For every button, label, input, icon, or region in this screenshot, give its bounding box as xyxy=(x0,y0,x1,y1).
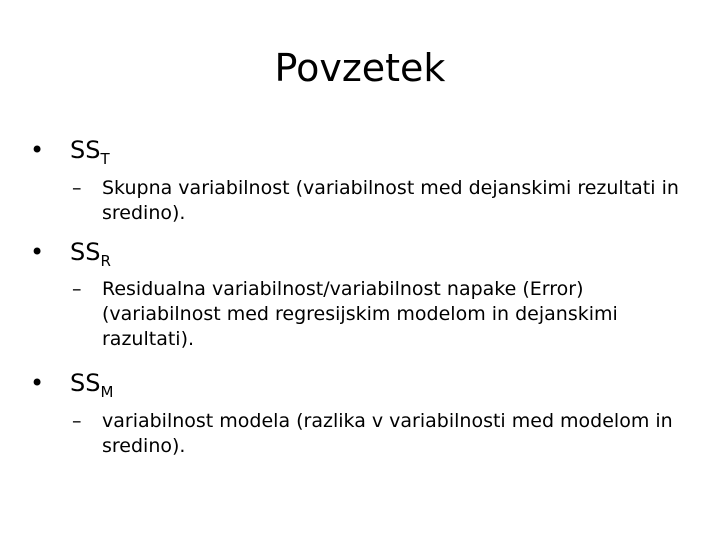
sub-item-ssm xyxy=(72,409,682,459)
slide-title: Povzetek xyxy=(274,46,446,90)
bullet-symbol: SS xyxy=(70,136,101,164)
bullet-icon: • xyxy=(30,136,45,164)
sub-item-text: variabilnost modela (razlika v variabilnosti med modelom in sredino). xyxy=(102,410,673,457)
bullet-icon: • xyxy=(30,238,45,266)
dash-icon: – xyxy=(72,278,82,300)
bullet-item-sst xyxy=(30,135,110,168)
sub-item-text: Residualna variabilnost/variabilnost napake (Error) (variabilnost med regresijskim modelom in dejanskimi razultati). xyxy=(102,278,618,350)
bullet-subscript: T xyxy=(100,150,110,168)
sub-item-ssr xyxy=(72,277,682,352)
dash-icon: – xyxy=(72,410,82,432)
bullet-subscript: R xyxy=(100,252,111,270)
dash-icon: – xyxy=(72,177,82,199)
bullet-subscript: M xyxy=(100,383,114,401)
bullet-icon: • xyxy=(30,369,45,397)
bullet-item-ssm xyxy=(30,368,114,401)
bullet-symbol: SS xyxy=(70,238,101,266)
bullet-symbol: SS xyxy=(70,369,101,397)
sub-item-sst xyxy=(72,176,682,226)
sub-item-text: Skupna variabilnost (variabilnost med dejanskimi rezultati in sredino). xyxy=(102,177,679,224)
bullet-item-ssr xyxy=(30,237,111,270)
